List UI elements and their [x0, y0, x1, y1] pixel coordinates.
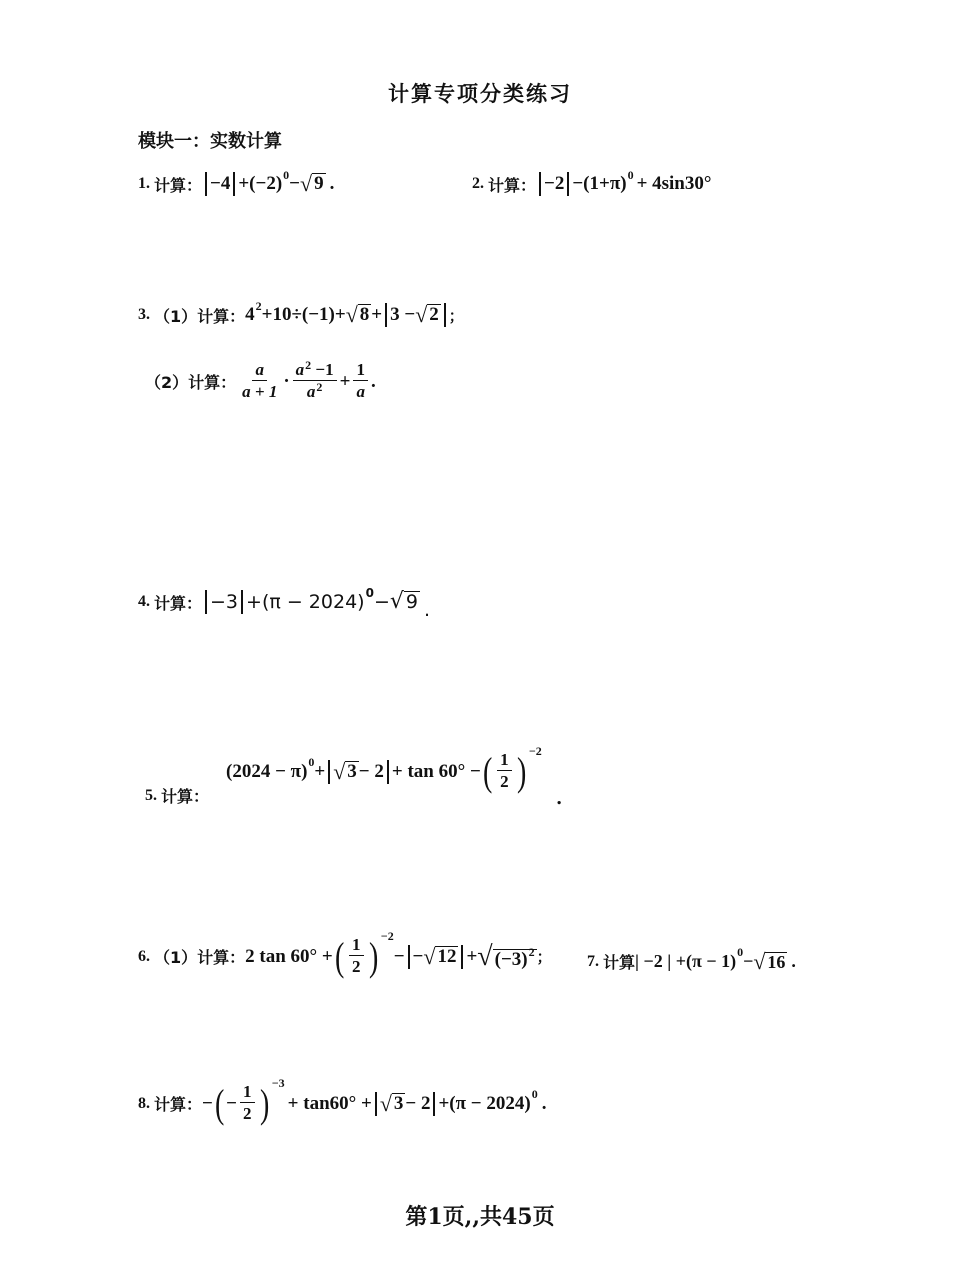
- question-1: [138, 167, 335, 196]
- radicand: 2: [429, 304, 439, 326]
- math-term: (2024 − π): [226, 760, 308, 782]
- question-label: （1）计算：: [154, 306, 246, 326]
- math-punctuation: ；: [536, 950, 552, 967]
- radicand: 8: [359, 304, 370, 326]
- question-number: 8.: [138, 1094, 150, 1112]
- question-number: 5.: [145, 786, 157, 804]
- question-number: 4.: [138, 593, 150, 610]
- math-term: (1+π): [583, 173, 627, 194]
- question-label: 计算：: [161, 787, 210, 806]
- radicand: 9: [405, 591, 418, 614]
- math-term: −2: [544, 173, 565, 194]
- math-term: + 4sin30°: [636, 173, 712, 194]
- denominator: 2: [500, 772, 509, 792]
- page-footer: 第1页,,共45页: [405, 1204, 555, 1230]
- radicand: 9: [314, 173, 324, 195]
- question-label: 计算: [603, 953, 636, 972]
- numerator: 1: [349, 935, 364, 956]
- math-punctuation: .: [791, 951, 796, 971]
- abs-bar: [233, 172, 235, 196]
- math-operator: −: [226, 1092, 237, 1114]
- math-exponent: 2: [305, 358, 312, 372]
- math-exponent: 0: [627, 167, 634, 182]
- question-4: [138, 586, 431, 621]
- math-expression: [245, 929, 552, 979]
- math-term: | −2 | +(π − 1): [635, 951, 737, 971]
- math-operator: +: [314, 760, 326, 782]
- question-number: 7.: [587, 952, 599, 970]
- math-operator: −: [289, 173, 300, 194]
- math-term: 2 tan 60° +: [245, 945, 333, 967]
- math-term: + tan60° +: [287, 1092, 372, 1114]
- page-title: 计算专项分类练习: [388, 82, 572, 106]
- question-7: [587, 945, 796, 974]
- denominator: a + 1: [242, 382, 278, 402]
- math-expression: [245, 298, 464, 327]
- right-paren: ): [516, 748, 526, 794]
- radicand: 12: [437, 945, 457, 967]
- math-punctuation: .: [556, 788, 563, 809]
- question-number: 6.: [138, 947, 150, 965]
- math-exponent: 2: [528, 944, 535, 959]
- sqrt-symbol: √ 16: [753, 948, 786, 974]
- math-operator: −: [743, 951, 754, 971]
- question-number: 3.: [138, 306, 150, 323]
- sqrt-symbol: √ $(-3)^2$: [477, 940, 535, 972]
- question-label: 计算：: [488, 175, 537, 195]
- abs-bar: [328, 760, 330, 784]
- math-operator: +: [466, 945, 478, 967]
- numerator: 1: [240, 1082, 255, 1103]
- question-3-part-1: [138, 298, 464, 327]
- math-term: (−2): [249, 173, 283, 194]
- math-exponent: 0: [365, 586, 374, 600]
- math-expression: [202, 1076, 547, 1126]
- right-paren: ): [368, 933, 378, 979]
- abs-bar: [567, 172, 569, 196]
- math-term: −4: [210, 173, 231, 194]
- sqrt-symbol: √ 12: [423, 943, 457, 969]
- question-label: 计算：: [154, 593, 203, 613]
- math-term: +(π − 2024): [438, 1092, 531, 1114]
- fraction: [353, 360, 368, 403]
- fraction: [293, 360, 337, 403]
- fraction: [239, 360, 280, 403]
- sqrt-symbol: √ 8: [345, 302, 370, 327]
- math-expression: [635, 945, 796, 974]
- left-paren: (: [214, 1080, 225, 1126]
- abs-bar: [385, 303, 387, 327]
- math-term: 3 −: [390, 304, 416, 325]
- math-term: −3: [210, 591, 239, 613]
- math-operator: −: [373, 591, 390, 613]
- math-operator: −: [572, 173, 584, 194]
- math-expression: [226, 744, 542, 794]
- abs-bar: [539, 172, 541, 196]
- math-term: 4: [245, 304, 255, 325]
- math-operator: +: [339, 370, 351, 392]
- math-expression: [536, 167, 712, 196]
- sqrt-symbol: √ 3: [379, 1090, 404, 1116]
- question-number: 2.: [472, 175, 484, 192]
- numerator: a: [295, 360, 305, 379]
- question-5: [145, 784, 209, 807]
- math-operator: −: [202, 1092, 213, 1114]
- abs-bar: [408, 945, 410, 969]
- numerator: a: [255, 360, 264, 379]
- abs-bar: [375, 1092, 377, 1116]
- question-number: 1.: [138, 175, 150, 192]
- abs-bar: [241, 590, 243, 614]
- abs-bar: [444, 303, 446, 327]
- sqrt-symbol: √ 9: [389, 589, 418, 614]
- math-operator: −: [393, 945, 405, 967]
- math-exponent: 0: [531, 1087, 538, 1102]
- math-expression: [236, 360, 376, 403]
- radicand: 16: [767, 951, 786, 972]
- math-punctuation: ；: [448, 308, 464, 325]
- question-label: （1）计算：: [154, 948, 246, 968]
- abs-bar: [205, 590, 207, 614]
- fraction: [349, 935, 364, 978]
- math-term: − 2: [358, 760, 384, 782]
- question-8: [138, 1076, 547, 1126]
- math-exponent: 2: [316, 380, 323, 395]
- section-heading: 模块一：实数计算: [138, 131, 282, 152]
- abs-bar: [433, 1092, 435, 1116]
- math-operator: ·: [283, 370, 290, 392]
- denominator: 2: [352, 957, 361, 977]
- right-paren: ): [259, 1080, 269, 1126]
- math-punctuation: .: [329, 173, 335, 194]
- question-6: [138, 929, 552, 979]
- math-expression: [202, 586, 431, 621]
- math-term: +(π − 2024): [246, 591, 365, 613]
- math-term: −: [412, 945, 424, 967]
- sqrt-symbol: √ 3: [333, 758, 357, 784]
- math-expression: [202, 167, 335, 196]
- math-exponent: −2: [528, 744, 542, 759]
- sqrt-symbol: √ 9: [299, 171, 324, 196]
- radicand: 3: [347, 760, 357, 782]
- abs-bar: [205, 172, 207, 196]
- math-exponent: 0: [283, 167, 290, 182]
- math-term: + tan 60° −: [391, 760, 481, 782]
- question-label: 计算：: [154, 1095, 203, 1115]
- math-exponent: 0: [308, 755, 315, 770]
- numerator: 1: [497, 750, 512, 771]
- math-punctuation: .: [370, 370, 376, 392]
- radicand: (−3): [494, 948, 528, 970]
- abs-bar: [461, 945, 463, 969]
- math-term: +10÷(−1)+: [261, 304, 346, 325]
- question-label: （2）计算：: [145, 373, 237, 393]
- math-exponent: −3: [271, 1076, 285, 1091]
- radicand: 3: [393, 1092, 404, 1114]
- left-paren: (: [482, 748, 493, 794]
- math-exponent: 2: [255, 298, 262, 313]
- math-exponent: −2: [380, 929, 394, 944]
- question-2: [472, 167, 712, 196]
- left-paren: (: [334, 933, 345, 979]
- sqrt-symbol: √ 2: [415, 302, 439, 327]
- question-3-part-2: [145, 360, 376, 403]
- denominator: a: [306, 382, 316, 402]
- numerator: 1: [353, 360, 368, 381]
- math-operator: +: [238, 173, 250, 194]
- fraction: [240, 1082, 255, 1125]
- math-exponent: 0: [737, 945, 744, 959]
- math-operator: +: [371, 304, 383, 325]
- abs-bar: [387, 760, 389, 784]
- denominator: 2: [243, 1104, 252, 1124]
- question-5-expression: [226, 744, 542, 794]
- denominator: a: [356, 382, 365, 402]
- math-term: − 2: [405, 1092, 431, 1114]
- numerator: −1: [311, 360, 334, 379]
- math-punctuation: .: [423, 599, 431, 621]
- fraction: [497, 750, 512, 793]
- question-label: 计算：: [154, 175, 203, 195]
- math-punctuation: .: [541, 1092, 547, 1114]
